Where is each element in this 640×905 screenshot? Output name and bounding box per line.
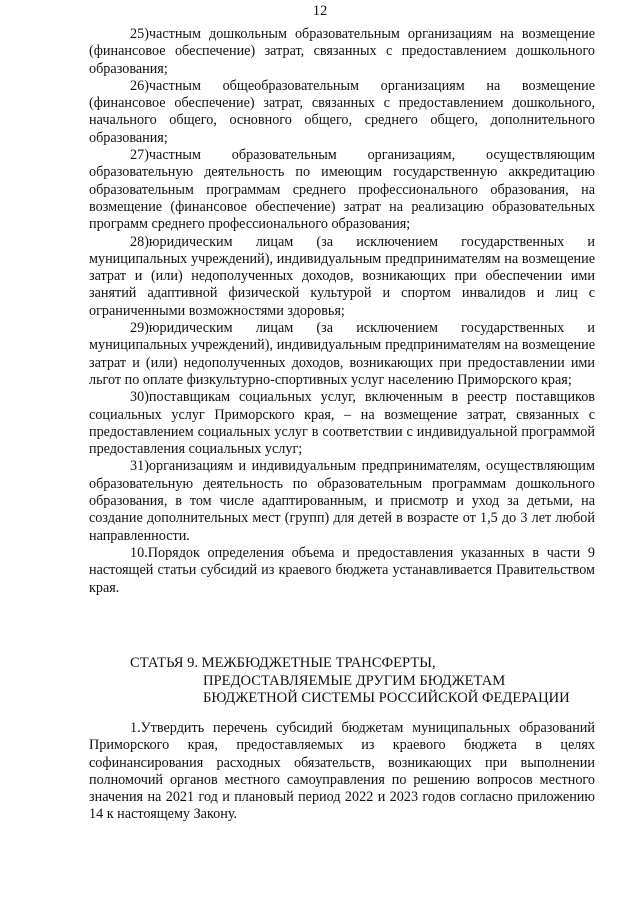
- paragraph-item-28: 28)юридическим лицам (за исключением государственных и муниципальных учреждений), индивидуальным предпринимателям на возмещение затрат и (или) недополученных доходов, возникающих при обеспечении ими занятий адаптивной физической культурой и спортом инвалидов и лиц с ограниченными возможностями здоровья;: [89, 233, 595, 319]
- body-text: [89, 26, 595, 597]
- page-number: 12: [312, 3, 328, 19]
- paragraph-item-25: 25)частным дошкольным образовательным организациям на возмещение (финансовое обеспечение) затрат, связанных с предоставлением дошкольного образования;: [89, 26, 595, 77]
- paragraph-item-29: 29)юридическим лицам (за исключением государственных и муниципальных учреждений), индивидуальным предпринимателям на возмещение затрат и (или) недополученных доходов, возникающих при предоставлении ими льгот по оплате физкультурно-спортивных услуг населению Приморского края;: [89, 320, 595, 388]
- paragraph-item-27: 27)частным образовательным организациям, осуществляющим образовательную деятельность по имеющим государственную аккредитацию образовательным программам среднего профессионального образования, на возмещение (финансовое обеспечение) затрат на реализацию образовательных программ среднего профессионального образования;: [89, 147, 595, 233]
- article-body: [89, 720, 595, 824]
- paragraph-item-30: 30)поставщикам социальных услуг, включенным в реестр поставщиков социальных услуг Приморского края, – на возмещение затрат, связанных с предоставлением социальных услуг в соответствии с индивидуальной программой предоставления социальных услуг;: [89, 389, 595, 458]
- paragraph-item-26: 26)частным общеобразовательным организациям на возмещение (финансовое обеспечение) затрат, связанных с предоставлением дошкольного, начального общего, основного общего, среднего общего, дополнительного образования;: [89, 77, 595, 146]
- article-heading-line: БЮДЖЕТНОЙ СИСТЕМЫ РОССИЙСКОЙ ФЕДЕРАЦИИ: [203, 690, 570, 707]
- article-paragraph-1: 1.Утвердить перечень субсидий бюджетам муниципальных образований Приморского края, предоставляемых из краевого бюджета в целях софинансирования расходных обязательств, возникающих при выполнении полномочий органов местного самоуправления по решению вопросов местного значения на 2021 год и плановый период 2022 и 2023 годов согласно приложению 14 к настоящему Закону.: [89, 720, 595, 823]
- paragraph-part-10: 10.Порядок определения объема и предоставления указанных в части 9 настоящей статьи субсидий из краевого бюджета устанавливается Правительством края.: [89, 544, 595, 596]
- paragraph-item-31: 31)организациям и индивидуальным предпринимателям, осуществляющим образовательную деятельность по образовательным программам дошкольного образования, в том числе адаптированным, и присмотр и уход за детьми, на создание дополнительных мест (групп) для детей в возрасте от 1,5 до 3 лет любой направленности.: [89, 458, 595, 544]
- article-heading-line: СТАТЬЯ 9. МЕЖБЮДЖЕТНЫЕ ТРАНСФЕРТЫ,: [130, 655, 436, 671]
- article-heading-line: ПРЕДОСТАВЛЯЕМЫЕ ДРУГИМ БЮДЖЕТАМ: [203, 672, 506, 689]
- article-heading: [130, 655, 610, 708]
